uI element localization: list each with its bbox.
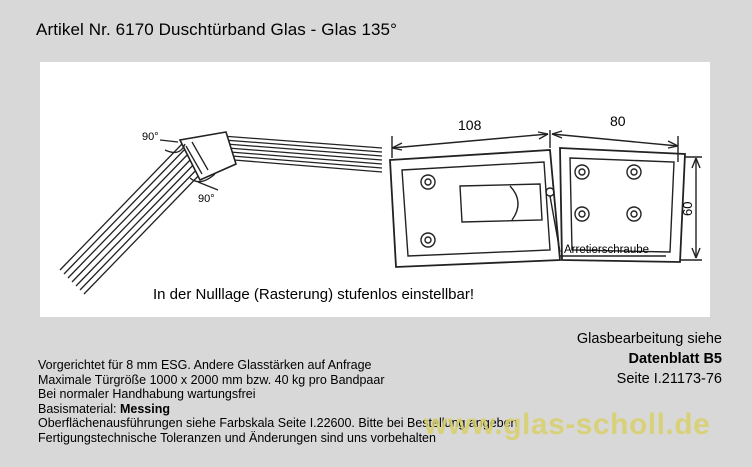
hinge-drawing (40, 62, 710, 317)
reference-block (577, 329, 722, 389)
page-title: Artikel Nr. 6170 Duschtürband Glas - Glas 135° (36, 20, 398, 39)
hinge-plan-view (390, 130, 702, 267)
dimension-80: 80 (610, 113, 626, 129)
drawing-caption: In der Nulllage (Rasterung) stufenlos einstellbar! (153, 286, 474, 303)
material-value: Messing (119, 401, 170, 416)
angle-label-bottom: 90° (198, 193, 215, 205)
dimension-108: 108 (458, 117, 482, 133)
note-tolerances: Fertigungstechnische Toleranzen und Änderungen sind uns vorbehalten (38, 430, 436, 445)
material-label: Basismaterial: (38, 401, 117, 416)
glass-panes-sketch (60, 132, 382, 294)
note-finishes: Oberflächenausführungen siehe Farbskala Seite I.22600. Bitte bei Bestellung angeben (38, 416, 518, 431)
dimension-60: 60 (680, 201, 695, 216)
note-maintenance: Bei normaler Handhabung wartungsfrei (38, 387, 256, 402)
reference-page: Seite I.21173-76 (616, 371, 722, 387)
screw-label: Arretierschraube (564, 244, 650, 256)
note-door-size: Maximale Türgröße 1000 x 2000 mm bzw. 40 kg pro Bandpaar (38, 372, 385, 387)
technical-drawing-panel (40, 62, 710, 317)
angle-label-top: 90° (142, 131, 159, 143)
reference-datasheet: Datenblatt B5 (628, 351, 722, 367)
note-glass-thickness: Vorgerichtet für 8 mm ESG. Andere Glasstärken auf Anfrage (38, 358, 372, 372)
watermark: www.glas-scholl.de (424, 408, 711, 441)
reference-line-1: Glasbearbeitung siehe (576, 331, 722, 347)
